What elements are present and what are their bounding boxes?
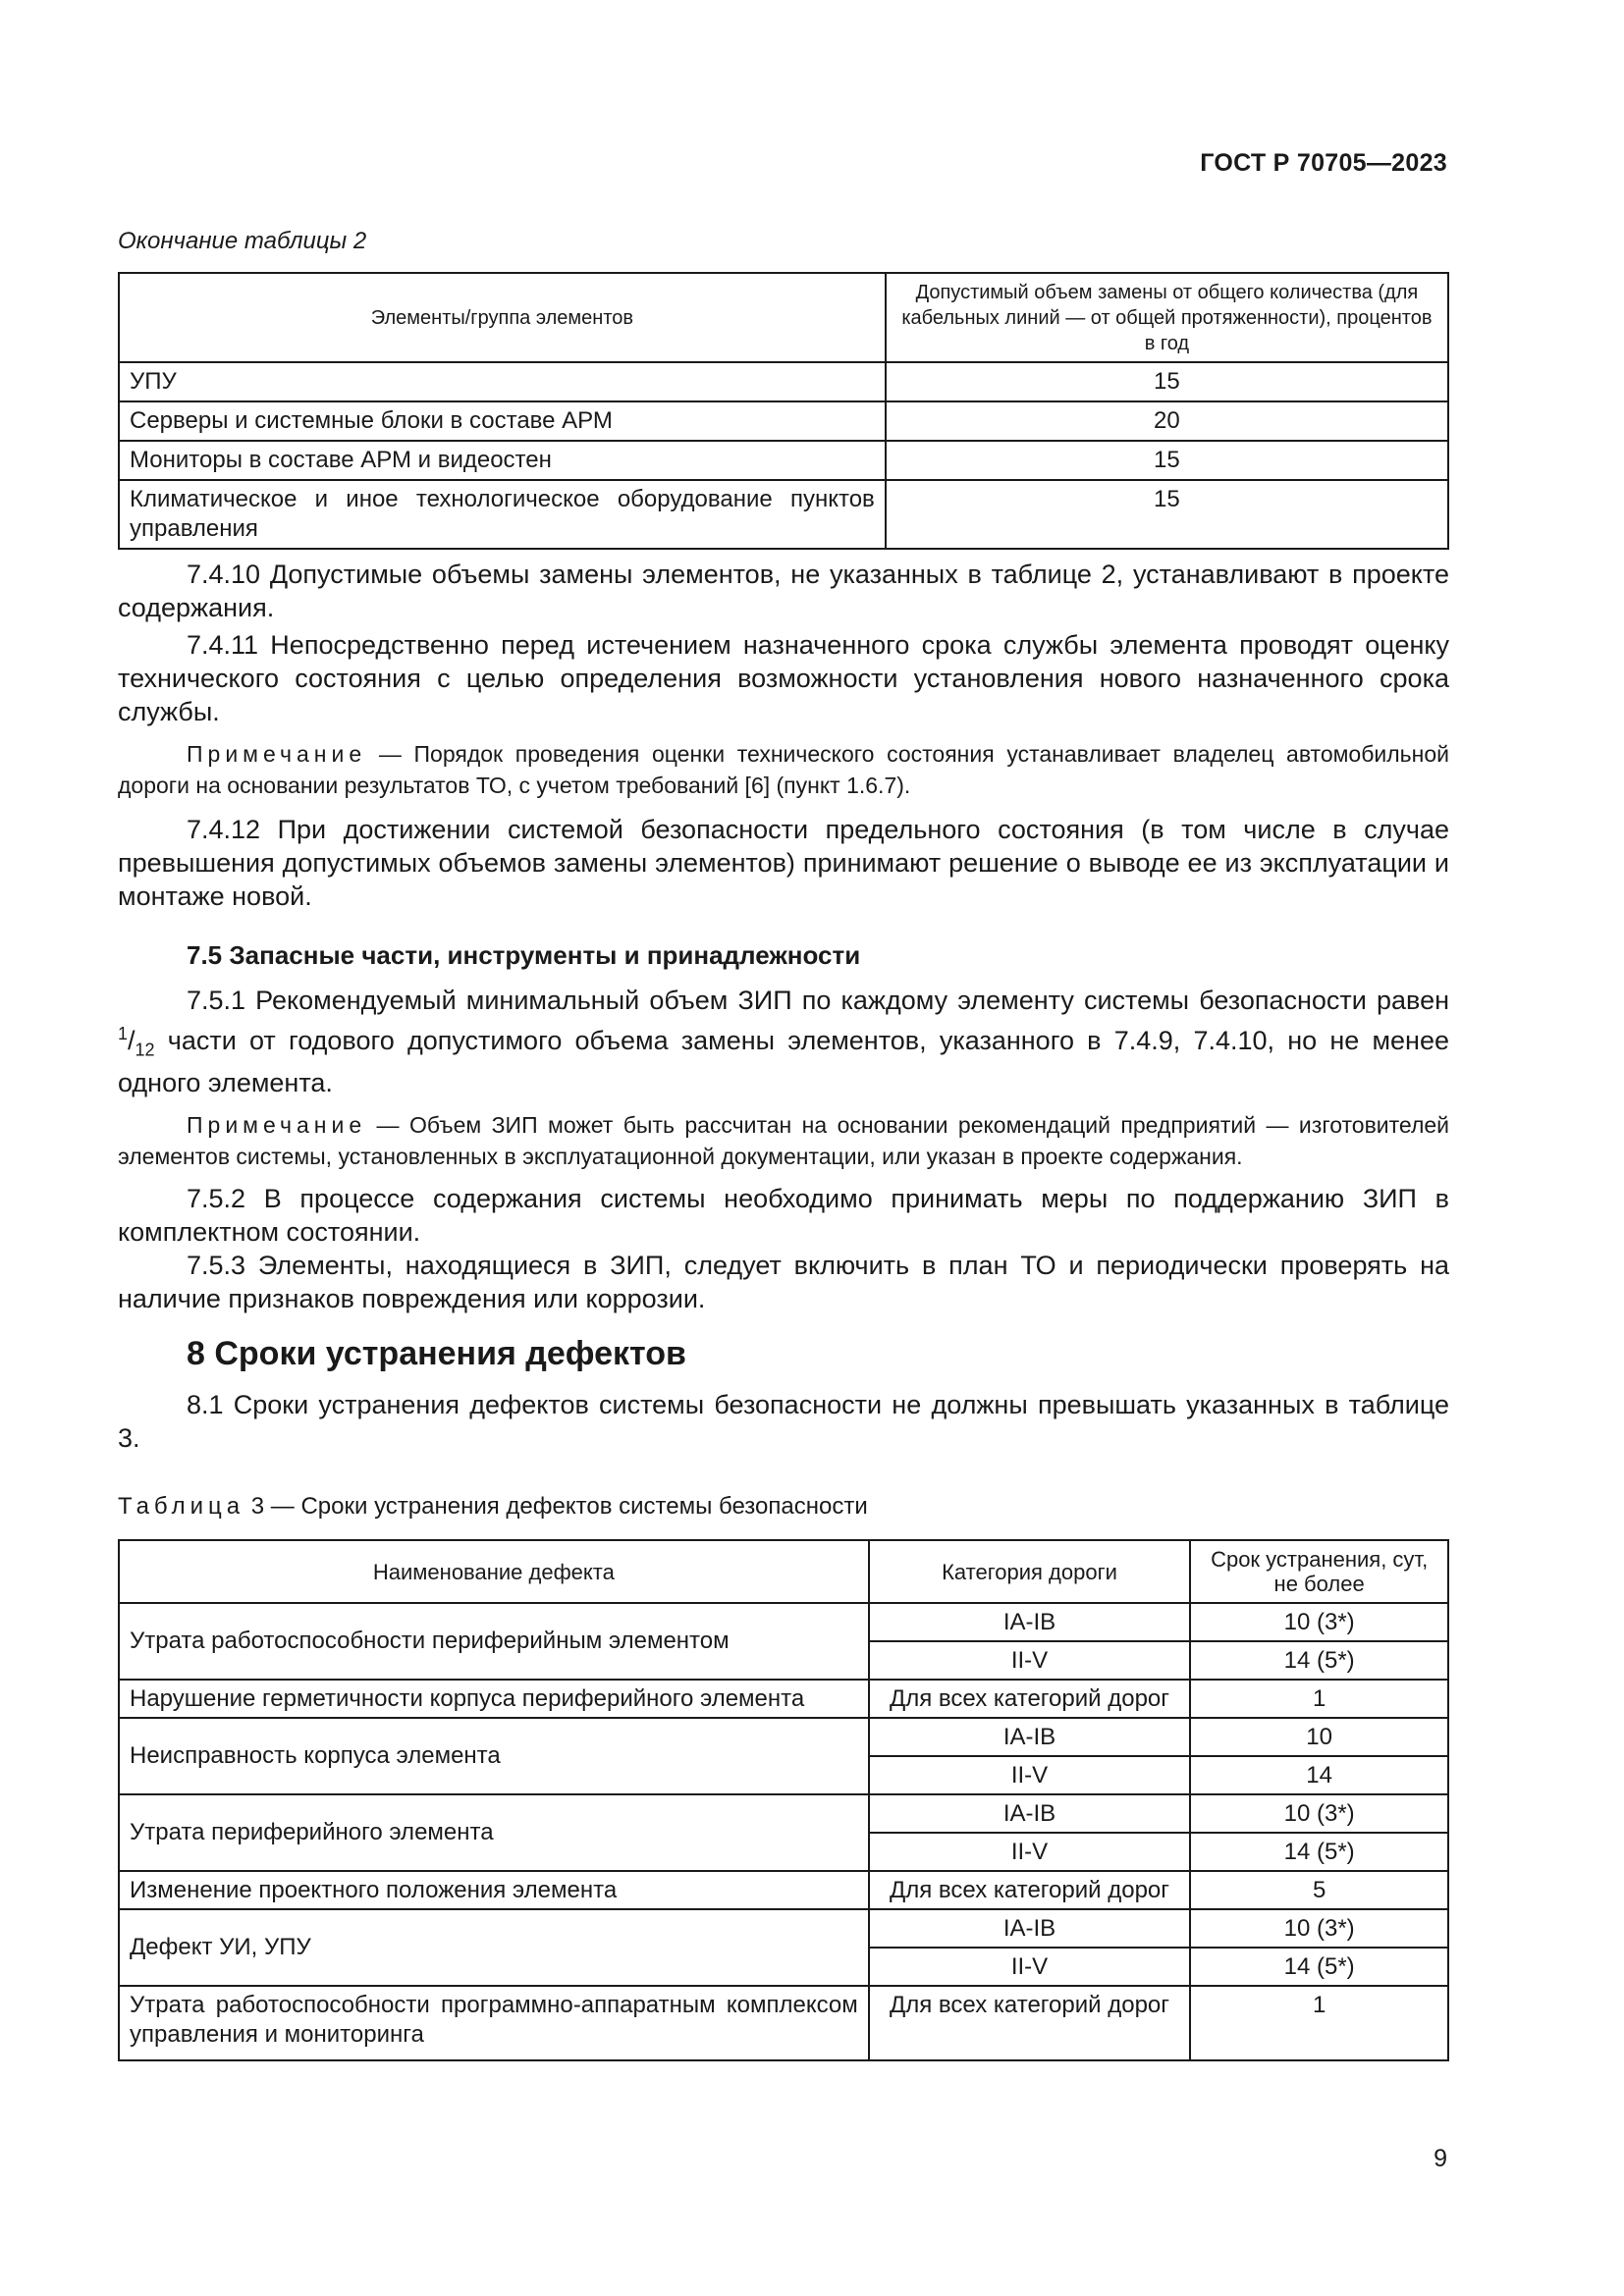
note-2-text: — Объем ЗИП может быть рассчитан на основании рекомендаций предприятий — изготовителей элементов системы, установленных в эксплуатационной документации, или указан в проекте содержания. <box>118 1112 1449 1170</box>
defect-cell: Утрата периферийного элемента <box>119 1794 869 1871</box>
defect-cell: Дефект УИ, УПУ <box>119 1909 869 1986</box>
note-label: Примечание <box>187 1112 367 1139</box>
section-7-5-text <box>118 938 1449 1315</box>
table-row <box>119 1680 1448 1718</box>
table2-header-row <box>119 273 1448 362</box>
category-cell: IA-IB <box>869 1718 1191 1756</box>
table-row <box>119 1794 1448 1833</box>
category-cell: II-V <box>869 1756 1191 1794</box>
term-cell: 14 (5*) <box>1190 1948 1448 1986</box>
category-cell: Для всех категорий дорог <box>869 1871 1191 1909</box>
element-cell: Серверы и системные блоки в составе АРМ <box>119 401 886 441</box>
category-cell: II-V <box>869 1948 1191 1986</box>
table-row <box>119 441 1448 480</box>
document-id: ГОСТ Р 70705—2023 <box>1200 149 1447 177</box>
value-cell: 15 <box>886 362 1448 401</box>
fraction-denominator: 12 <box>135 1040 155 1060</box>
defect-cell: Нарушение герметичности корпуса периферийного элемента <box>119 1680 869 1718</box>
category-cell: II-V <box>869 1833 1191 1871</box>
heading-8: 8 Сроки устранения дефектов <box>187 1335 686 1372</box>
table-row <box>119 1909 1448 1948</box>
element-cell: Мониторы в составе АРМ и видеостен <box>119 441 886 480</box>
table3-col-category: Категория дороги <box>869 1540 1191 1603</box>
paragraph-7-4-12: 7.4.12 При достижении системой безопасности предельного состояния (в том числе в случае превышения допустимых объемов замены элементов) принимают решение о выводе ее из эксплуатации и монтаже новой. <box>118 815 1449 911</box>
paragraph-7-5-1: 7.5.1 Рекомендуемый минимальный объем ЗИП по каждому элементу системы безопасности равен $^1/_{12}$ части от годового допустимого объема замены элементов, указанного в 7.4.9, 7.4.10, но не менее одного элемента. <box>118 986 1449 1098</box>
table-row <box>119 1603 1448 1641</box>
term-cell: 1 <box>1190 1986 1448 2060</box>
defect-cell: Утрата работоспособности периферийным элементом <box>119 1603 869 1680</box>
paragraph-7-5-2: 7.5.2 В процессе содержания системы необходимо принимать меры по поддержанию ЗИП в комплектном состоянии. <box>118 1184 1449 1248</box>
defect-cell: Изменение проектного положения элемента <box>119 1871 869 1909</box>
category-cell: II-V <box>869 1641 1191 1680</box>
table-row <box>119 480 1448 549</box>
term-cell: 10 (3*) <box>1190 1909 1448 1948</box>
p751-part-a: 7.5.1 Рекомендуемый минимальный объем ЗИП по каждому элементу системы безопасности равен <box>187 986 1449 1015</box>
table-2 <box>118 272 1449 550</box>
heading-7-5: 7.5 Запасные части, инструменты и принадлежности <box>187 940 861 970</box>
table-row <box>119 1718 1448 1756</box>
paragraph-7-4-11: 7.4.11 Непосредственно перед истечением назначенного срока службы элемента проводят оценку технического состояния с целью определения возможности установления нового назначенного срока службы. <box>118 630 1449 726</box>
category-cell: Для всех категорий дорог <box>869 1986 1191 2060</box>
paragraph-7-5-3: 7.5.3 Элементы, находящиеся в ЗИП, следует включить в план ТО и периодически проверять на наличие признаков повреждения или коррозии. <box>118 1251 1449 1314</box>
section-7-4-text <box>118 558 1449 913</box>
value-cell: 20 <box>886 401 1448 441</box>
paragraph-7-4-10: 7.4.10 Допустимые объемы замены элементов, не указанных в таблице 2, устанавливают в проекте содержания. <box>118 560 1449 622</box>
table3-caption-text: 3 — Сроки устранения дефектов системы безопасности <box>244 1493 868 1520</box>
note-1 <box>118 738 1449 801</box>
table-3 <box>118 1539 1449 2061</box>
defect-cell: Утрата работоспособности программно-аппаратным комплексом управления и мониторинга <box>119 1986 869 2060</box>
term-cell: 10 (3*) <box>1190 1794 1448 1833</box>
defect-cell: Неисправность корпуса элемента <box>119 1718 869 1794</box>
category-cell: Для всех категорий дорог <box>869 1680 1191 1718</box>
value-cell: 15 <box>886 480 1448 549</box>
table-row <box>119 362 1448 401</box>
term-cell: 14 (5*) <box>1190 1833 1448 1871</box>
term-cell: 10 (3*) <box>1190 1603 1448 1641</box>
table3-caption <box>118 1493 868 1521</box>
table-row <box>119 1986 1448 2060</box>
table-row <box>119 1871 1448 1909</box>
paragraph-8-1: 8.1 Сроки устранения дефектов системы безопасности не должны превышать указанных в таблице 3. <box>118 1390 1449 1453</box>
term-cell: 14 <box>1190 1756 1448 1794</box>
term-cell: 5 <box>1190 1871 1448 1909</box>
note-1-text: — Порядок проведения оценки технического состояния устанавливает владелец автомобильной дороги на основании результатов ТО, с учетом требований [6] (пункт 1.6.7). <box>118 741 1449 798</box>
category-cell: IA-IB <box>869 1794 1191 1833</box>
fraction-numerator: 1 <box>118 1024 129 1043</box>
category-cell: IA-IB <box>869 1909 1191 1948</box>
element-cell: УПУ <box>119 362 886 401</box>
term-cell: 1 <box>1190 1680 1448 1718</box>
table3-caption-label: Таблица <box>118 1493 245 1520</box>
note-2 <box>118 1109 1449 1172</box>
table3-col-term: Срок устранения, сут, не более <box>1190 1540 1448 1603</box>
table2-col-volume: Допустимый объем замены от общего количества (для кабельных линий — от общей протяженности), процентов в год <box>886 273 1448 362</box>
table-row <box>119 401 1448 441</box>
table2-col-elements: Элементы/группа элементов <box>119 273 886 362</box>
element-cell: Климатическое и иное технологическое оборудование пунктов управления <box>119 480 886 549</box>
table2-continuation-caption: Окончание таблицы 2 <box>118 228 367 254</box>
table3-header-row <box>119 1540 1448 1603</box>
page-number: 9 <box>1434 2145 1447 2172</box>
p751-part-b: части от годового допустимого объема замены элементов, указанного в 7.4.9, 7.4.10, но не менее одного элемента. <box>118 1026 1449 1098</box>
value-cell: 15 <box>886 441 1448 480</box>
section-8-text <box>118 1337 1449 1455</box>
table3-col-defect: Наименование дефекта <box>119 1540 869 1603</box>
term-cell: 14 (5*) <box>1190 1641 1448 1680</box>
category-cell: IA-IB <box>869 1603 1191 1641</box>
term-cell: 10 <box>1190 1718 1448 1756</box>
note-label: Примечание <box>187 741 367 767</box>
